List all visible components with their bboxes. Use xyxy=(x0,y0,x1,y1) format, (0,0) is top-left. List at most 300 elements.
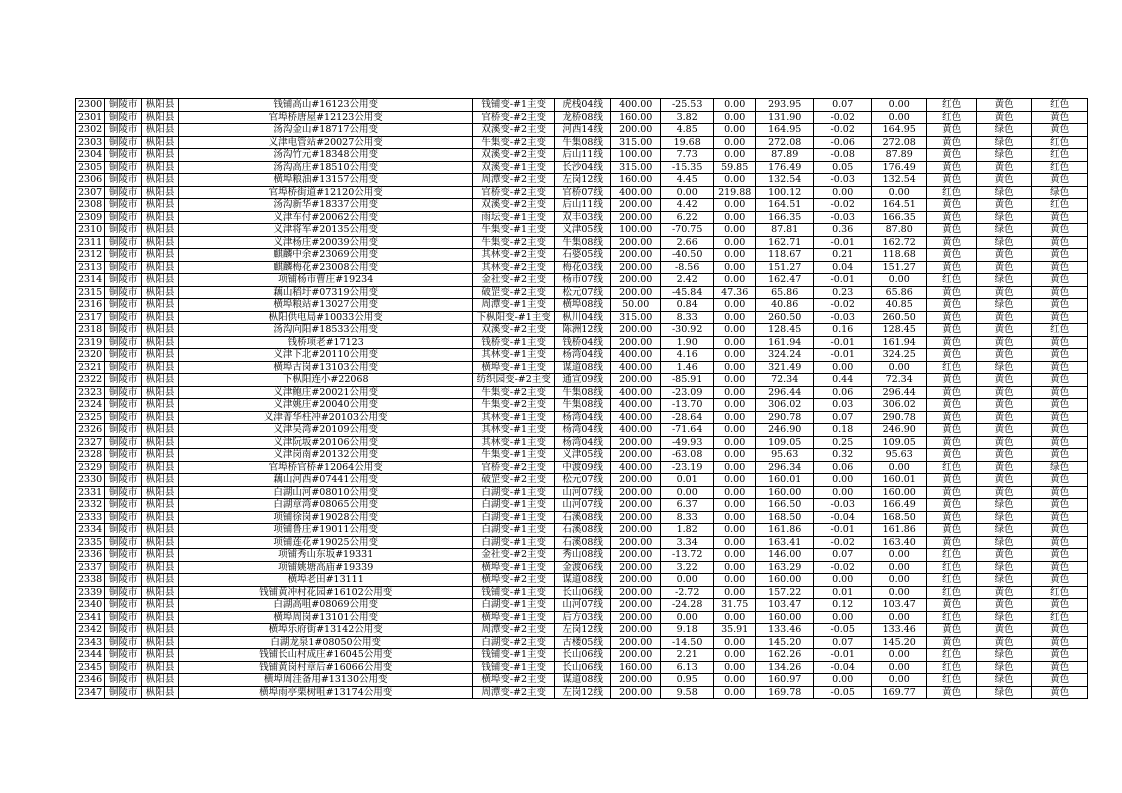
cell-line: 后方03线 xyxy=(555,611,611,624)
cell-color2: 黄色 xyxy=(977,449,1032,462)
cell-val1: -40.50 xyxy=(661,249,714,262)
cell-color1: 黄色 xyxy=(927,199,977,212)
cell-substation: 钱铺变-#1主变 xyxy=(473,586,555,599)
cell-name: 项铺秀山东坂#19331 xyxy=(179,549,473,562)
cell-id: 2309 xyxy=(76,211,105,224)
cell-name: 横埠乐府街#13142公用变 xyxy=(179,624,473,637)
cell-val3: 164.95 xyxy=(756,124,814,137)
cell-val4: 0.00 xyxy=(814,361,872,374)
cell-color2: 绿色 xyxy=(977,536,1032,549)
cell-color2: 绿色 xyxy=(977,499,1032,512)
cell-id: 2310 xyxy=(76,224,105,237)
cell-color2: 绿色 xyxy=(977,299,1032,312)
cell-city: 铜陵市 xyxy=(105,261,142,274)
cell-id: 2338 xyxy=(76,574,105,587)
cell-val2: 0.00 xyxy=(714,299,756,312)
cell-county: 枞阳县 xyxy=(142,574,179,587)
cell-val4: -0.04 xyxy=(814,511,872,524)
cell-color2: 黄色 xyxy=(977,324,1032,337)
cell-county: 枞阳县 xyxy=(142,311,179,324)
cell-substation: 雨坛变-#1主变 xyxy=(473,211,555,224)
cell-color2: 绿色 xyxy=(977,511,1032,524)
cell-color3: 黄色 xyxy=(1032,424,1088,437)
cell-val4: 0.00 xyxy=(814,486,872,499)
cell-substation: 白湖变-#1主变 xyxy=(473,486,555,499)
cell-val4: -0.01 xyxy=(814,236,872,249)
cell-color1: 黄色 xyxy=(927,336,977,349)
cell-color2: 绿色 xyxy=(977,611,1032,624)
cell-val5: 169.77 xyxy=(872,686,927,699)
cell-color3: 黄色 xyxy=(1032,674,1088,687)
cell-capacity: 160.00 xyxy=(611,111,661,124)
cell-color1: 黄色 xyxy=(927,386,977,399)
cell-color1: 黄色 xyxy=(927,261,977,274)
cell-id: 2308 xyxy=(76,199,105,212)
cell-city: 铜陵市 xyxy=(105,649,142,662)
cell-capacity: 400.00 xyxy=(611,386,661,399)
cell-substation: 钱铺变-#1主变 xyxy=(473,661,555,674)
cell-name: 义津杨庄#20039公用变 xyxy=(179,236,473,249)
cell-val1: -8.56 xyxy=(661,261,714,274)
cell-color2: 绿色 xyxy=(977,574,1032,587)
cell-id: 2313 xyxy=(76,261,105,274)
cell-val5: 176.49 xyxy=(872,161,927,174)
cell-capacity: 200.00 xyxy=(611,549,661,562)
cell-substation: 白湖变-#1主变 xyxy=(473,511,555,524)
cell-city: 铜陵市 xyxy=(105,161,142,174)
cell-val2: 0.00 xyxy=(714,449,756,462)
cell-line: 山河07线 xyxy=(555,486,611,499)
table-row xyxy=(76,624,1088,637)
cell-id: 2300 xyxy=(76,99,105,112)
cell-val4: 0.07 xyxy=(814,411,872,424)
cell-val5: 109.05 xyxy=(872,436,927,449)
cell-val2: 0.00 xyxy=(714,536,756,549)
cell-color1: 黄色 xyxy=(927,499,977,512)
cell-color1: 黄色 xyxy=(927,374,977,387)
cell-val5: 160.01 xyxy=(872,474,927,487)
table-row xyxy=(76,586,1088,599)
cell-county: 枞阳县 xyxy=(142,561,179,574)
cell-val3: 162.71 xyxy=(756,236,814,249)
cell-color2: 黄色 xyxy=(977,549,1032,562)
cell-county: 枞阳县 xyxy=(142,249,179,262)
cell-city: 铜陵市 xyxy=(105,136,142,149)
cell-capacity: 200.00 xyxy=(611,624,661,637)
cell-line: 古楼05线 xyxy=(555,636,611,649)
cell-val3: 162.26 xyxy=(756,649,814,662)
cell-id: 2334 xyxy=(76,524,105,537)
cell-val5: 72.34 xyxy=(872,374,927,387)
cell-substation: 其林变-#1主变 xyxy=(473,424,555,437)
cell-color2: 黄色 xyxy=(977,386,1032,399)
cell-capacity: 200.00 xyxy=(611,211,661,224)
cell-line: 钱桥04线 xyxy=(555,336,611,349)
cell-color1: 红色 xyxy=(927,274,977,287)
cell-color2: 黄色 xyxy=(977,249,1032,262)
cell-city: 铜陵市 xyxy=(105,124,142,137)
cell-id: 2321 xyxy=(76,361,105,374)
cell-line: 石溪08线 xyxy=(555,511,611,524)
cell-county: 枞阳县 xyxy=(142,386,179,399)
cell-color3: 黄色 xyxy=(1032,336,1088,349)
cell-name: 义津电管站#20027公用变 xyxy=(179,136,473,149)
cell-name: 横埠周岗#13101公用变 xyxy=(179,611,473,624)
cell-val5: 65.86 xyxy=(872,286,927,299)
cell-line: 通宣09线 xyxy=(555,374,611,387)
cell-val2: 0.00 xyxy=(714,674,756,687)
cell-color3: 红色 xyxy=(1032,136,1088,149)
cell-city: 铜陵市 xyxy=(105,149,142,162)
cell-county: 枞阳县 xyxy=(142,224,179,237)
cell-val1: 1.46 xyxy=(661,361,714,374)
cell-val2: 0.00 xyxy=(714,261,756,274)
cell-county: 枞阳县 xyxy=(142,424,179,437)
cell-city: 铜陵市 xyxy=(105,411,142,424)
cell-name: 白湖山河#08010公用变 xyxy=(179,486,473,499)
table-row xyxy=(76,661,1088,674)
cell-val3: 160.00 xyxy=(756,574,814,587)
cell-val4: 0.01 xyxy=(814,586,872,599)
cell-county: 枞阳县 xyxy=(142,374,179,387)
cell-name: 下枞阳连小#22068 xyxy=(179,374,473,387)
cell-val1: 4.85 xyxy=(661,124,714,137)
cell-val2: 0.00 xyxy=(714,436,756,449)
cell-val3: 151.27 xyxy=(756,261,814,274)
cell-color1: 黄色 xyxy=(927,399,977,412)
cell-city: 铜陵市 xyxy=(105,99,142,112)
cell-val3: 160.01 xyxy=(756,474,814,487)
cell-substation: 破罡变-#2主变 xyxy=(473,474,555,487)
cell-id: 2316 xyxy=(76,299,105,312)
cell-county: 枞阳县 xyxy=(142,536,179,549)
cell-val4: -0.02 xyxy=(814,124,872,137)
cell-val5: 40.85 xyxy=(872,299,927,312)
cell-substation: 钱桥变-#1主变 xyxy=(473,336,555,349)
cell-city: 铜陵市 xyxy=(105,511,142,524)
cell-val5: 0.00 xyxy=(872,574,927,587)
table-body xyxy=(76,99,1088,699)
cell-county: 枞阳县 xyxy=(142,299,179,312)
cell-county: 枞阳县 xyxy=(142,336,179,349)
cell-line: 牛集08线 xyxy=(555,386,611,399)
cell-val5: 87.89 xyxy=(872,149,927,162)
cell-id: 2304 xyxy=(76,149,105,162)
cell-color1: 红色 xyxy=(927,561,977,574)
cell-substation: 官桥变-#2主变 xyxy=(473,186,555,199)
cell-name: 白湖高咀#08069公用变 xyxy=(179,599,473,612)
cell-capacity: 200.00 xyxy=(611,511,661,524)
cell-color2: 绿色 xyxy=(977,236,1032,249)
cell-val4: -0.06 xyxy=(814,136,872,149)
cell-val1: -28.64 xyxy=(661,411,714,424)
table-row xyxy=(76,174,1088,187)
cell-capacity: 200.00 xyxy=(611,499,661,512)
cell-val3: 157.22 xyxy=(756,586,814,599)
cell-val1: 9.58 xyxy=(661,686,714,699)
cell-val3: 160.00 xyxy=(756,611,814,624)
cell-county: 枞阳县 xyxy=(142,411,179,424)
cell-val3: 169.78 xyxy=(756,686,814,699)
cell-color3: 黄色 xyxy=(1032,386,1088,399)
cell-name: 义津吴湾#20109公用变 xyxy=(179,424,473,437)
cell-val5: 0.00 xyxy=(872,361,927,374)
cell-color3: 黄色 xyxy=(1032,349,1088,362)
cell-color2: 绿色 xyxy=(977,149,1032,162)
cell-substation: 白湖变-#1主变 xyxy=(473,524,555,537)
cell-county: 枞阳县 xyxy=(142,324,179,337)
cell-substation: 双溪变-#2主变 xyxy=(473,324,555,337)
cell-val1: -24.28 xyxy=(661,599,714,612)
cell-val3: 133.46 xyxy=(756,624,814,637)
cell-val4: 0.12 xyxy=(814,599,872,612)
cell-val3: 161.94 xyxy=(756,336,814,349)
cell-capacity: 400.00 xyxy=(611,461,661,474)
cell-line: 义津05线 xyxy=(555,224,611,237)
cell-line: 官桥07线 xyxy=(555,186,611,199)
cell-id: 2312 xyxy=(76,249,105,262)
cell-id: 2327 xyxy=(76,436,105,449)
cell-color2: 黄色 xyxy=(977,336,1032,349)
cell-val4: -0.03 xyxy=(814,174,872,187)
cell-name: 枞阳供电局#10033公用变 xyxy=(179,311,473,324)
cell-county: 枞阳县 xyxy=(142,261,179,274)
cell-color3: 红色 xyxy=(1032,324,1088,337)
cell-substation: 金社变-#2主变 xyxy=(473,549,555,562)
cell-val2: 0.00 xyxy=(714,511,756,524)
cell-color2: 黄色 xyxy=(977,311,1032,324)
cell-val3: 87.81 xyxy=(756,224,814,237)
cell-id: 2306 xyxy=(76,174,105,187)
cell-id: 2345 xyxy=(76,661,105,674)
cell-val1: 3.22 xyxy=(661,561,714,574)
cell-name: 钱铺黄冲村花园#16102公用变 xyxy=(179,586,473,599)
cell-name: 官埠桥官桥#12064公用变 xyxy=(179,461,473,474)
cell-county: 枞阳县 xyxy=(142,549,179,562)
cell-city: 铜陵市 xyxy=(105,486,142,499)
cell-substation: 破罡变-#2主变 xyxy=(473,286,555,299)
cell-line: 石婆05线 xyxy=(555,249,611,262)
cell-val5: 162.72 xyxy=(872,236,927,249)
cell-val2: 0.00 xyxy=(714,486,756,499)
cell-county: 枞阳县 xyxy=(142,649,179,662)
cell-city: 铜陵市 xyxy=(105,211,142,224)
cell-color3: 绿色 xyxy=(1032,461,1088,474)
cell-val5: 151.27 xyxy=(872,261,927,274)
cell-capacity: 200.00 xyxy=(611,274,661,287)
cell-val1: -23.19 xyxy=(661,461,714,474)
cell-color3: 红色 xyxy=(1032,149,1088,162)
cell-color3: 黄色 xyxy=(1032,499,1088,512)
cell-val5: 260.50 xyxy=(872,311,927,324)
cell-line: 石溪08线 xyxy=(555,524,611,537)
cell-name: 藕山稻圩#07319公用变 xyxy=(179,286,473,299)
cell-val2: 59.85 xyxy=(714,161,756,174)
cell-county: 枞阳县 xyxy=(142,99,179,112)
cell-line: 长山06线 xyxy=(555,661,611,674)
cell-color1: 红色 xyxy=(927,361,977,374)
cell-line: 金渡06线 xyxy=(555,561,611,574)
cell-color3: 黄色 xyxy=(1032,174,1088,187)
cell-val3: 246.90 xyxy=(756,424,814,437)
cell-capacity: 200.00 xyxy=(611,124,661,137)
cell-name: 汤沟竹元#18348公用变 xyxy=(179,149,473,162)
cell-county: 枞阳县 xyxy=(142,686,179,699)
cell-name: 义津鲍庄#20021公用变 xyxy=(179,386,473,399)
cell-line: 杨湾04线 xyxy=(555,436,611,449)
cell-val3: 160.97 xyxy=(756,674,814,687)
cell-capacity: 160.00 xyxy=(611,661,661,674)
cell-color1: 红色 xyxy=(927,461,977,474)
cell-city: 铜陵市 xyxy=(105,624,142,637)
cell-val4: 0.07 xyxy=(814,549,872,562)
table-row xyxy=(76,336,1088,349)
cell-val5: 133.46 xyxy=(872,624,927,637)
cell-id: 2343 xyxy=(76,636,105,649)
cell-line: 杨湾04线 xyxy=(555,411,611,424)
cell-val4: 0.00 xyxy=(814,186,872,199)
cell-substation: 牛集变-#2主变 xyxy=(473,136,555,149)
cell-city: 铜陵市 xyxy=(105,224,142,237)
cell-substation: 其林变-#2主变 xyxy=(473,261,555,274)
cell-color3: 红色 xyxy=(1032,586,1088,599)
cell-substation: 横埠变-#1主变 xyxy=(473,561,555,574)
cell-id: 2339 xyxy=(76,586,105,599)
cell-name: 横埠雨亭栗树咀#13174公用变 xyxy=(179,686,473,699)
cell-val4: 0.07 xyxy=(814,99,872,112)
cell-val1: 2.42 xyxy=(661,274,714,287)
cell-color1: 黄色 xyxy=(927,211,977,224)
cell-capacity: 200.00 xyxy=(611,199,661,212)
cell-val2: 0.00 xyxy=(714,249,756,262)
cell-county: 枞阳县 xyxy=(142,486,179,499)
cell-color1: 黄色 xyxy=(927,511,977,524)
table-row xyxy=(76,424,1088,437)
table-row xyxy=(76,211,1088,224)
cell-county: 枞阳县 xyxy=(142,511,179,524)
cell-capacity: 200.00 xyxy=(611,474,661,487)
cell-line: 长山06线 xyxy=(555,649,611,662)
cell-val1: 0.00 xyxy=(661,486,714,499)
cell-color1: 黄色 xyxy=(927,236,977,249)
cell-color2: 绿色 xyxy=(977,124,1032,137)
table-row xyxy=(76,311,1088,324)
cell-val3: 324.24 xyxy=(756,349,814,362)
cell-city: 铜陵市 xyxy=(105,674,142,687)
cell-county: 枞阳县 xyxy=(142,211,179,224)
cell-name: 汤沟金山#18717公用变 xyxy=(179,124,473,137)
cell-capacity: 400.00 xyxy=(611,411,661,424)
cell-color3: 黄色 xyxy=(1032,299,1088,312)
cell-val4: 0.00 xyxy=(814,574,872,587)
table-row xyxy=(76,286,1088,299)
cell-capacity: 315.00 xyxy=(611,136,661,149)
cell-val1: -25.53 xyxy=(661,99,714,112)
cell-val2: 0.00 xyxy=(714,311,756,324)
cell-id: 2328 xyxy=(76,449,105,462)
table-row xyxy=(76,574,1088,587)
cell-substation: 双溪变-#2主变 xyxy=(473,149,555,162)
cell-county: 枞阳县 xyxy=(142,286,179,299)
cell-color1: 红色 xyxy=(927,111,977,124)
cell-color1: 黄色 xyxy=(927,311,977,324)
cell-name: 白湖龙泉1#08050公用变 xyxy=(179,636,473,649)
cell-val5: 164.95 xyxy=(872,124,927,137)
cell-county: 枞阳县 xyxy=(142,399,179,412)
cell-val2: 0.00 xyxy=(714,424,756,437)
cell-color3: 黄色 xyxy=(1032,561,1088,574)
cell-city: 铜陵市 xyxy=(105,661,142,674)
cell-substation: 白湖变-#1主变 xyxy=(473,499,555,512)
table-row xyxy=(76,611,1088,624)
cell-substation: 钱铺变-#1主变 xyxy=(473,99,555,112)
cell-color3: 黄色 xyxy=(1032,399,1088,412)
cell-color2: 绿色 xyxy=(977,224,1032,237)
cell-name: 官埠桥唐屋#12123公用变 xyxy=(179,111,473,124)
cell-city: 铜陵市 xyxy=(105,111,142,124)
cell-val3: 109.05 xyxy=(756,436,814,449)
cell-val3: 40.86 xyxy=(756,299,814,312)
cell-capacity: 400.00 xyxy=(611,424,661,437)
cell-color2: 黄色 xyxy=(977,411,1032,424)
cell-color1: 黄色 xyxy=(927,636,977,649)
cell-county: 枞阳县 xyxy=(142,449,179,462)
cell-color3: 红色 xyxy=(1032,99,1088,112)
cell-line: 松元07线 xyxy=(555,474,611,487)
cell-color2: 黄色 xyxy=(977,174,1032,187)
cell-val2: 0.00 xyxy=(714,474,756,487)
cell-color1: 红色 xyxy=(927,611,977,624)
cell-substation: 金社变-#2主变 xyxy=(473,274,555,287)
cell-val2: 0.00 xyxy=(714,524,756,537)
cell-val3: 260.50 xyxy=(756,311,814,324)
cell-id: 2341 xyxy=(76,611,105,624)
cell-val4: 0.00 xyxy=(814,674,872,687)
cell-val5: 168.50 xyxy=(872,511,927,524)
cell-color2: 黄色 xyxy=(977,286,1032,299)
cell-substation: 横埠变-#1主变 xyxy=(473,361,555,374)
cell-val4: 0.16 xyxy=(814,324,872,337)
cell-color2: 绿色 xyxy=(977,649,1032,662)
cell-color1: 黄色 xyxy=(927,474,977,487)
table-row xyxy=(76,324,1088,337)
cell-color2: 黄色 xyxy=(977,161,1032,174)
cell-substation: 双溪变-#1主变 xyxy=(473,161,555,174)
cell-substation: 下枞阳变-#1主变 xyxy=(473,311,555,324)
cell-val1: 0.00 xyxy=(661,186,714,199)
cell-capacity: 200.00 xyxy=(611,599,661,612)
cell-line: 左岗12线 xyxy=(555,686,611,699)
table-row xyxy=(76,136,1088,149)
cell-color2: 绿色 xyxy=(977,186,1032,199)
cell-name: 白湖章湾#08065公用变 xyxy=(179,499,473,512)
cell-val2: 35.91 xyxy=(714,624,756,637)
cell-line: 谋道08线 xyxy=(555,361,611,374)
cell-capacity: 50.00 xyxy=(611,299,661,312)
cell-id: 2319 xyxy=(76,336,105,349)
cell-substation: 纺织园变-#2主变 xyxy=(473,374,555,387)
cell-val5: 324.25 xyxy=(872,349,927,362)
cell-color3: 黄色 xyxy=(1032,524,1088,537)
cell-color1: 黄色 xyxy=(927,424,977,437)
cell-capacity: 200.00 xyxy=(611,636,661,649)
cell-name: 汤沟新华#18337公用变 xyxy=(179,199,473,212)
cell-color3: 黄色 xyxy=(1032,474,1088,487)
cell-val1: 1.90 xyxy=(661,336,714,349)
cell-val1: -15.35 xyxy=(661,161,714,174)
cell-substation: 横埠变-#1主变 xyxy=(473,611,555,624)
cell-name: 横埠老田#13111 xyxy=(179,574,473,587)
